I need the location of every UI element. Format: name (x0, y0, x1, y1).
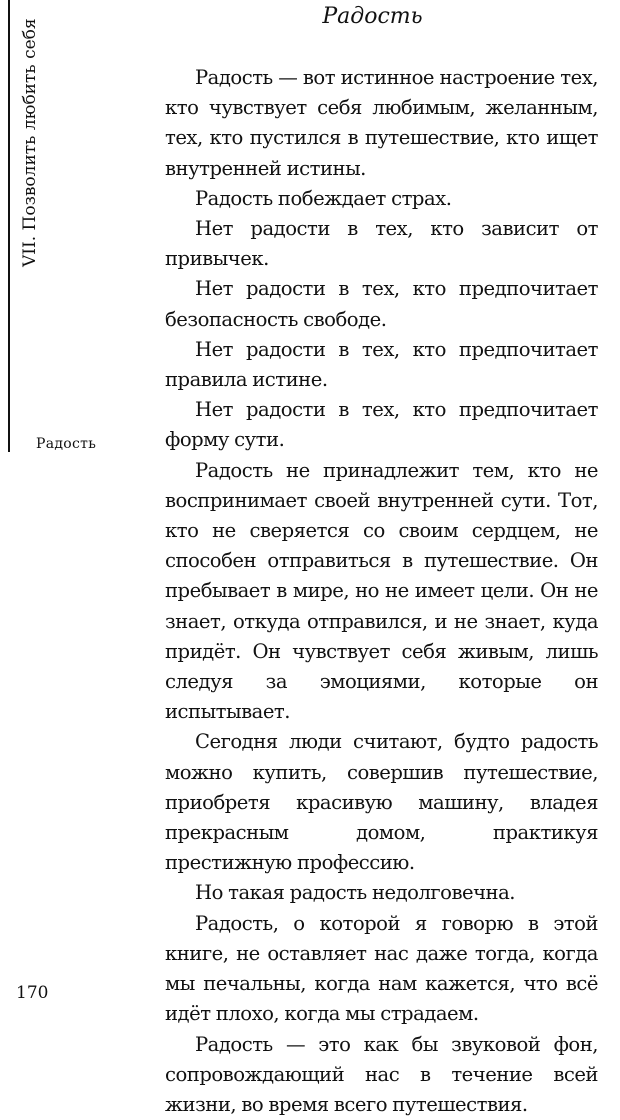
paragraph: Радость побеждает страх. (165, 184, 598, 214)
paragraph: Но такая радость недолговечна. (165, 878, 598, 908)
margin-note: Радость (36, 436, 96, 452)
paragraph: Радость, о которой я говорю в этой книге, не оставляет нас даже тогда, когда мы печальны, когда нам кажется, что всё идёт плохо, когда мы страдаем. (165, 909, 598, 1030)
body-text (165, 63, 598, 1120)
page-number: 170 (16, 983, 48, 1003)
paragraph: Нет радости в тех, кто предпочитает безопасность свободе. (165, 274, 598, 334)
chapter-side-title: VII. Позволить любить себя (20, 18, 40, 290)
paragraph: Нет радости в тех, кто предпочитает правила истине. (165, 335, 598, 395)
running-header: Радость (145, 2, 600, 32)
paragraph: Радость — это как бы звуковой фон, сопровождающий нас в течение всей жизни, во время всего путешествия. (165, 1030, 598, 1120)
paragraph: Нет радости в тех, кто зависит от привычек. (165, 214, 598, 274)
paragraph: Сегодня люди считают, будто радость можно купить, совершив путешествие, приобретя красивую машину, владея прекрасным домом, практикуя престижную профессию. (165, 727, 598, 878)
margin-rule (8, 0, 10, 452)
paragraph: Радость не принадлежит тем, кто не воспринимает своей внутренней сути. Тот, кто не сверяется со своим сердцем, не способен отправиться в путешествие. Он пребывает в мире, но не имеет цели. Он не знает, откуда отправился, и не знает, куда придёт. Он чувствует себя живым, лишь следуя за эмоциями, которые он испытывает. (165, 456, 598, 728)
paragraph: Нет радости в тех, кто предпочитает форму сути. (165, 395, 598, 455)
paragraph: Радость — вот истинное настроение тех, кто чувствует себя любимым, желанным, тех, кто пустился в путешествие, кто ищет внутренней истины. (165, 63, 598, 184)
